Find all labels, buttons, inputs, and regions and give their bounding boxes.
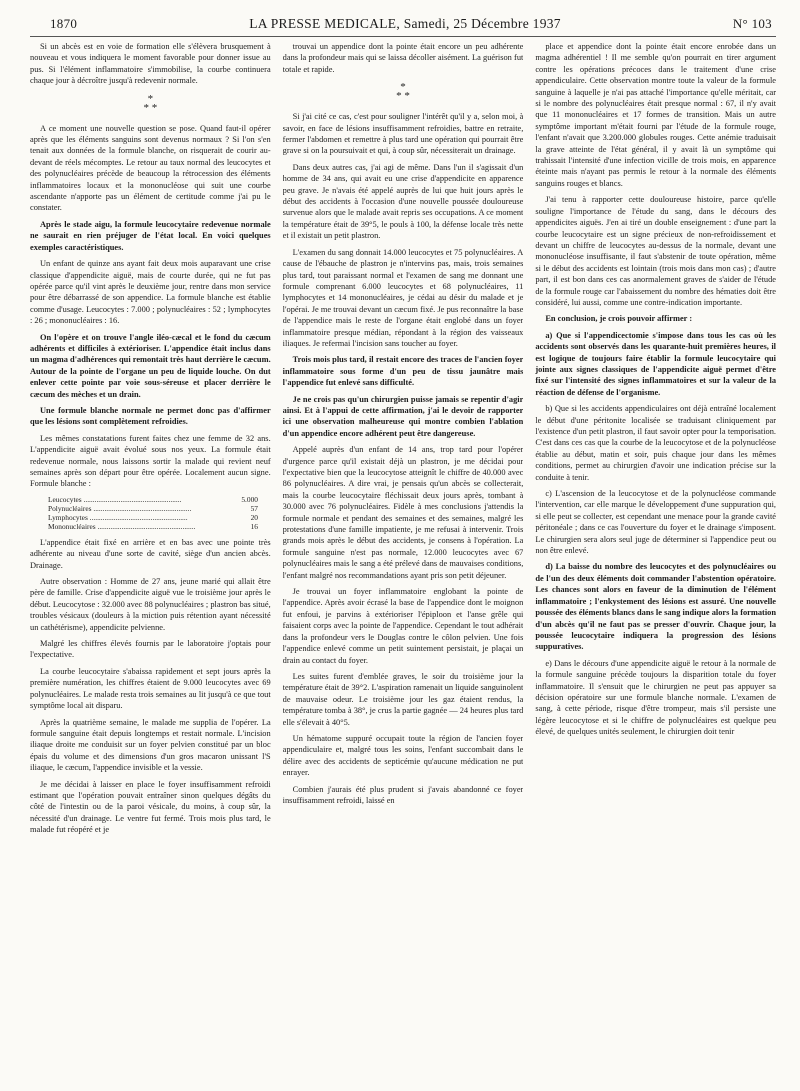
paragraph: Je me décidai à laisser en place le foyer insuffisamment refroidi estimant que l'opération pouvait entraîner sinon quelques dégâts du côté de l'intestin ou de la paroi vésicale, du moins, à coup sûr, la nécessité d'un drainage. Le ventre fut fermé. Trois mois plus tard, le malade fut réopéré et je — [30, 779, 271, 835]
paragraph: En conclusion, je crois pouvoir affirmer : — [545, 314, 693, 324]
page-number-left: 1870 — [50, 16, 78, 31]
column-3 — [535, 41, 776, 1091]
section-separator: * * * — [143, 92, 158, 114]
section-separator: * * * — [396, 81, 410, 103]
row-label: Lymphocytes ..... — [48, 513, 247, 522]
table-row — [48, 495, 258, 504]
column-1 — [30, 41, 271, 1091]
paragraph: Après la quatrième semaine, le malade me supplia de l'opérer. La formule sanguine était depuis longtemps et restait normale. L'incision iliaque droite me conduisit sur un foyer pelvien constitué par un bloc épais du volume et des dimensions d'un gros macaron unissant l'S iliaque, le cæcum, l'appendice invisible et la vessie. — [30, 717, 271, 773]
paragraph: L'appendice était fixé en arrière et en bas avec une pointe très adhérente au niveau d'une sorte de cavité, siège d'un ancien abcès. Drainage. — [30, 537, 271, 570]
paragraph: On l'opère et on trouve l'angle iléo-cæcal et le fond du cæcum adhérents et difficiles à extérioriser. L'appendice était inclus dans un magma d'adhérences qui remontait très haut derrière le cæcum. Autour de la pointe de l'organe un peu de liquide louche. On dut enlever cette pointe par voie sous-séreuse et placer derrière le cæcum des mèches et un drain. — [30, 332, 271, 399]
paragraph: Je trouvai un foyer inflammatoire englobant la pointe de l'appendice. Après avoir écrasé la base de l'appendice dont le moignon fut enfoui, je parvins à extérioriser l'épiploon et l'anse grêle qui faisaient corps avec la pointe de l'appendice. Cependant le tout adhérait dans la profondeur vers le Douglas contre le côlon pelvien. Une fois l'appendice enlevé comme un petit suintement persistait, je plaçai un drain au contact du foyer. — [282, 587, 524, 665]
row-label: Leucocytes ..... — [48, 495, 237, 504]
table-row — [48, 513, 258, 522]
paragraph: d) La baisse du nombre des leucocytes et des polynucléaires ou de l'un des deux éléments doit commander l'abstention opératoire. Les chances sont alors en faveur de la diminution de l'élément inflammatoire ; l'enkystement des lésions est assuré. Une nouvelle poussée des éléments blancs dans le sang indique alors la formation d'un abcès qu'il ne faut pas se presser d'ouvrir. Chaque jour, la poussée leucocytaire indiquera la progression des lésions suppuratives. — [535, 562, 777, 652]
row-value: 5.000 — [241, 494, 258, 504]
paragraph: Si j'ai cité ce cas, c'est pour souligner l'intérêt qu'il y a, selon moi, à savoir, en face de lésions insuffisamment refroidies, battre en retraite, fermer l'abdomen et remettre à plus tard une opération qui pourrait être grave si on la poursuivait et qui, à coup sûr, nécessiterait un drainage. — [282, 112, 524, 156]
paragraph: b) Que si les accidents appendiculaires ont déjà entraîné localement le début d'une péritonite localisée se traduisant cliniquement par l'existence d'un petit plastron, il faut savoir opter pour la temporisation. C'est dans ces cas que la courbe de la leucocytose et de la polynucléose établie au début, matin et soir, puis chaque jour dans les mêmes conditions, permet au chirurgien d'avoir une indication précise sur la conduite à tenir. — [535, 404, 777, 482]
page-header — [30, 16, 776, 37]
paragraph: a) Que si l'appendicectomie s'impose dans tous les cas où les accidents sont observés dans les quarante-huit premières heures, il est logique de toujours faire établir la formule leucocytaire qui jointe aux signes classiques de l'appendicite aiguë permet d'être fixé sur l'intensité des signes inflammatoires et sur la valeur de la réaction de défense de l'organisme. — [535, 330, 777, 397]
paragraph: J'ai tenu à rapporter cette douloureuse histoire, parce qu'elle souligne l'importance de l'étude du sang, dans le décours des appendicites aiguës. J'en ai tiré un double enseignement : d'une part la courbe leucocytaire est un signe précieux de non-refroidissement et devant un chiffre de leucocytes au-dessus de la normale, devant une mononucléose insuffisante, il faut s'abstenir de toute opération, même si le début des accidents est lointain (trois mois dans mon cas) ; d'autre part, il est bon dans ces cas anormalement graves de s'aider de l'étude de la formule rouge car l'abaissement du nombre des hématies doit être considéré, lui aussi, comme une contre-indication importante. — [535, 195, 777, 307]
paragraph: Les suites furent d'emblée graves, le soir du troisième jour la température était de 39°2. L'aspiration ramenait un liquide sanguinolent de mauvaise odeur. Le troisième jour les gaz étaient rendus, la température tomba à 38°, je crus la partie gagnée — 24 heures plus tard elle s'élevait à 40°5. — [282, 671, 524, 727]
paragraph: Malgré les chiffres élevés fournis par le laboratoire j'optais pour l'expectative. — [30, 639, 271, 660]
journal-title: LA PRESSE MEDICALE, Samedi, 25 Décembre 1937 — [249, 16, 561, 31]
paragraph: L'examen du sang donnait 14.000 leucocytes et 75 polynucléaires. A cause de l'ébauche de plastron je n'intervins pas, mais, trois semaines plus tard, tout paraissant normal et l'examen de sang me donnant une formule comprenant 6.000 leucocytes et 68 polynucléaires, 11 lymphocytes et 14 mononucléaires, je cédai au désir du malade et je l'opérai. Je me trouvai devant un cæcum fixé. Je pus reconnaître la base de l'appendice mais le reste de l'organe était englobé dans un foyer inflammatoire presque médian, répondant à la région des vaisseaux iliaques. Je refermai l'incision sans toucher au foyer. — [282, 247, 524, 348]
row-label: Polynucléaires ..... — [48, 504, 247, 513]
blood-formula-table — [48, 495, 258, 531]
paragraph: Dans deux autres cas, j'ai agi de même. Dans l'un il s'agissait d'un homme de 34 ans, qui avait eu une crise d'appendicite en apparence peu grave. Je n'avais été appelé auprès de lui que huit jours après le début des accidents à l'occasion d'une nouvelle poussée douloureuse survenue alors que le malade avait repris ses occupations. A ce moment la température était de 39°5, le pouls à 100, la défense locale très nette et il existait un petit plastron. — [282, 162, 524, 241]
paragraph: e) Dans le décours d'une appendicite aiguë le retour à la normale de la formule sanguine précède toujours la disparition totale du foyer inflammatoire. Il s'ensuit que le chirurgien ne peut pas appuyer sa décision opératoire sur une formule blanche normale. L'examen de sang, à cette période, risque d'être trompeur, mais s'il persiste une légère leucocytose et si le chiffre de polynucléaires est quelque peu élevé, de quelques unités seulement, le chirurgien doit tenir — [535, 658, 777, 737]
paragraph: Un enfant de quinze ans ayant fait deux mois auparavant une crise classique d'appendicite aiguë, mais de courte durée, qui ne fut pas opérée parce qu'il vint après le deuxième jour, rentre dans mon service pour être débarrassé de son appendice. La formule blanche est établie comme d'usage. Leucocytes : 7.000 ; polynucléaires : 52 ; lymphocytes : 26 ; mononucléaires : 16. — [30, 259, 271, 326]
table-row — [48, 504, 258, 513]
column-2 — [283, 41, 524, 1091]
row-value: 16 — [250, 521, 258, 531]
paragraph: Trois mois plus tard, il restait encore des traces de l'ancien foyer inflammatoire sous forme d'un peu de tissu jaunâtre mais l'appendice fut enlevé sans difficulté. — [282, 355, 524, 388]
paragraph: Je ne crois pas qu'un chirurgien puisse jamais se repentir d'agir ainsi. Et à l'appui de cette affirmation, j'ai le devoir de rapporter ici une observation malheureuse qui montre combien l'ablation d'un appendice encore adhérent peut être dangereuse. — [282, 394, 524, 438]
paragraph: La courbe leucocytaire s'abaissa rapidement et sept jours après la première numération, les chiffres étaient de 9.000 leucocytes avec 69 polynucléaires. Le malade resta trois semaines au lit jusqu'à ce que tout symptôme local ait disparu. — [30, 666, 271, 711]
paragraph: A ce moment une nouvelle question se pose. Quand faut-il opérer après que les éléments sanguins sont devenus normaux ? Si l'on s'en tenait aux données de la formule blanche, on risquerait de courir au-devant de réels mécomptes. Le retour au taux normal des leucocytes et des polynucléaires précède de beaucoup la rétrocession des éléments inflammatoires locaux et la mononucléose qui suit une courbe ascendante n'apporte pas un élément de certitude comme j'ai pu le constater. — [30, 123, 271, 213]
paragraph: Après le stade aigu, la formule leucocytaire redevenue normale ne saurait en rien préjuger de l'état local. En voici quelques exemples caractéristiques. — [30, 219, 271, 252]
paragraph: Autre observation : Homme de 27 ans, jeune marié qui allait être père de famille. Crise d'appendicite aiguë vue le troisième jour après le début. Leucocytose : 32.000 avec 88 polynucléaires ; plastron bas situé, troubles vésicaux (douleurs à la miction puis rétention ayant nécessité un cathétérisme), appendicite pelvienne. — [30, 577, 271, 632]
text-columns — [30, 41, 776, 1091]
paragraph: Une formule blanche normale ne permet donc pas d'affirmer que les lésions sont complètement refroidies. — [30, 405, 271, 427]
row-label: Mononucléaires ..... — [48, 522, 247, 531]
paragraph: trouvai un appendice dont la pointe était encore un peu adhérente dans la profondeur mais qui se laissa décoller aisément. La guérison fut totale et rapide. — [282, 42, 524, 74]
paragraph: Un hématome suppuré occupait toute la région de l'ancien foyer appendiculaire et, malgré tous les soins, l'enfant succombait dans le délire avec des accidents de septicémie qu'aucune médication ne put enrayer. — [282, 733, 524, 778]
row-value: 20 — [250, 512, 258, 522]
paragraph: Appelé auprès d'un enfant de 14 ans, trop tard pour l'opérer d'urgence parce qu'il existait déjà un plastron, je me décidai pour l'expectative bien que la leucocytose atteignît le chiffre de 40.000 avec 86 polynucléaires. A dire vrai, je pensais qu'un abcès se collecterait, mais la courbe leucocytaire fléchissait deux jours après, tombant à 30.000 avec 76 polynucléaires. Fidèle à mes conclusions j'attendis la formule normale et pendant des semaines et des semaines, malgré les protestations d'une famille impatiente, je me refusai à intervenir. Trois grands mois après le début des accidents, je consens à l'opération. La formule sanguine n'est pas normale, 12.000 leucocytes avec 67 polynucléaires mais le sang a été prélevé dans de mauvaises conditions, l'enfant malgré nos recommandations ayant pris son petit déjeuner. — [282, 445, 524, 580]
paragraph: place et appendice dont la pointe était encore enrobée dans un magma adhérentiel ! Il me semble qu'on pourrait en tirer argument contre les opérations précoces dans le traitement d'une crise appendiculaire. Cette observation montre toute la valeur de la formule sanguine à laquelle je n'ai pas attaché l'importance qu'elle méritait, car si le nombre des polynucléaires était presque normal : 67, il n'y avait que 11 mononucléaires et 17 formes de transition. Mais un autre symptôme important m'était fourni par l'étude de la formule rouge, l'enfant n'avait que 3.200.000 globules rouges. Cette anémie traduisait la grave atteinte de l'état général, il y avait là un symptôme qui trahissait l'intensité d'une infection vicille de trois mois, en apparence éteinte mais n'ayant pas permis le retour à la normale des éléments sanguins rouges et blancs. — [535, 42, 777, 188]
issue-number: N° 103 — [732, 16, 772, 31]
paragraph: Combien j'aurais été plus prudent si j'avais abandonné ce foyer insuffisamment refroidi, laissé en — [282, 784, 524, 805]
table-row — [48, 522, 258, 531]
row-value: 57 — [250, 503, 258, 513]
paragraph: c) L'ascension de la leucocytose et de la polynucléose commande l'intervention, car elle marque le développement d'une suppuration qui, si elle peut se collecter, est cependant une menace pour la grande cavité péritonéale ; dans ce cas l'ouverture du foyer et le drainage s'imposent. Le chirurgien sera alors seul juge de déterminer si l'appendice peut ou non être enlevé. — [535, 489, 777, 556]
paragraph: Si un abcès est en voie de formation elle s'élèvera brusquement à nouveau et vous indiquera le moment favorable pour donner issue au pus. Si l'élément inflammatoire s'immobilise, la courbe continuera chaque jour à décroître jusqu'à redevenir normale. — [30, 42, 271, 86]
paragraph: Les mêmes constatations furent faites chez une femme de 32 ans. L'appendicite aiguë avait évolué sous nos yeux. La formule était redevenue normale, nous laissons sortir la malade qui revient neuf semaines après son départ pour être opérée. Localement aucun signe. Formule blanche : — [30, 433, 271, 489]
